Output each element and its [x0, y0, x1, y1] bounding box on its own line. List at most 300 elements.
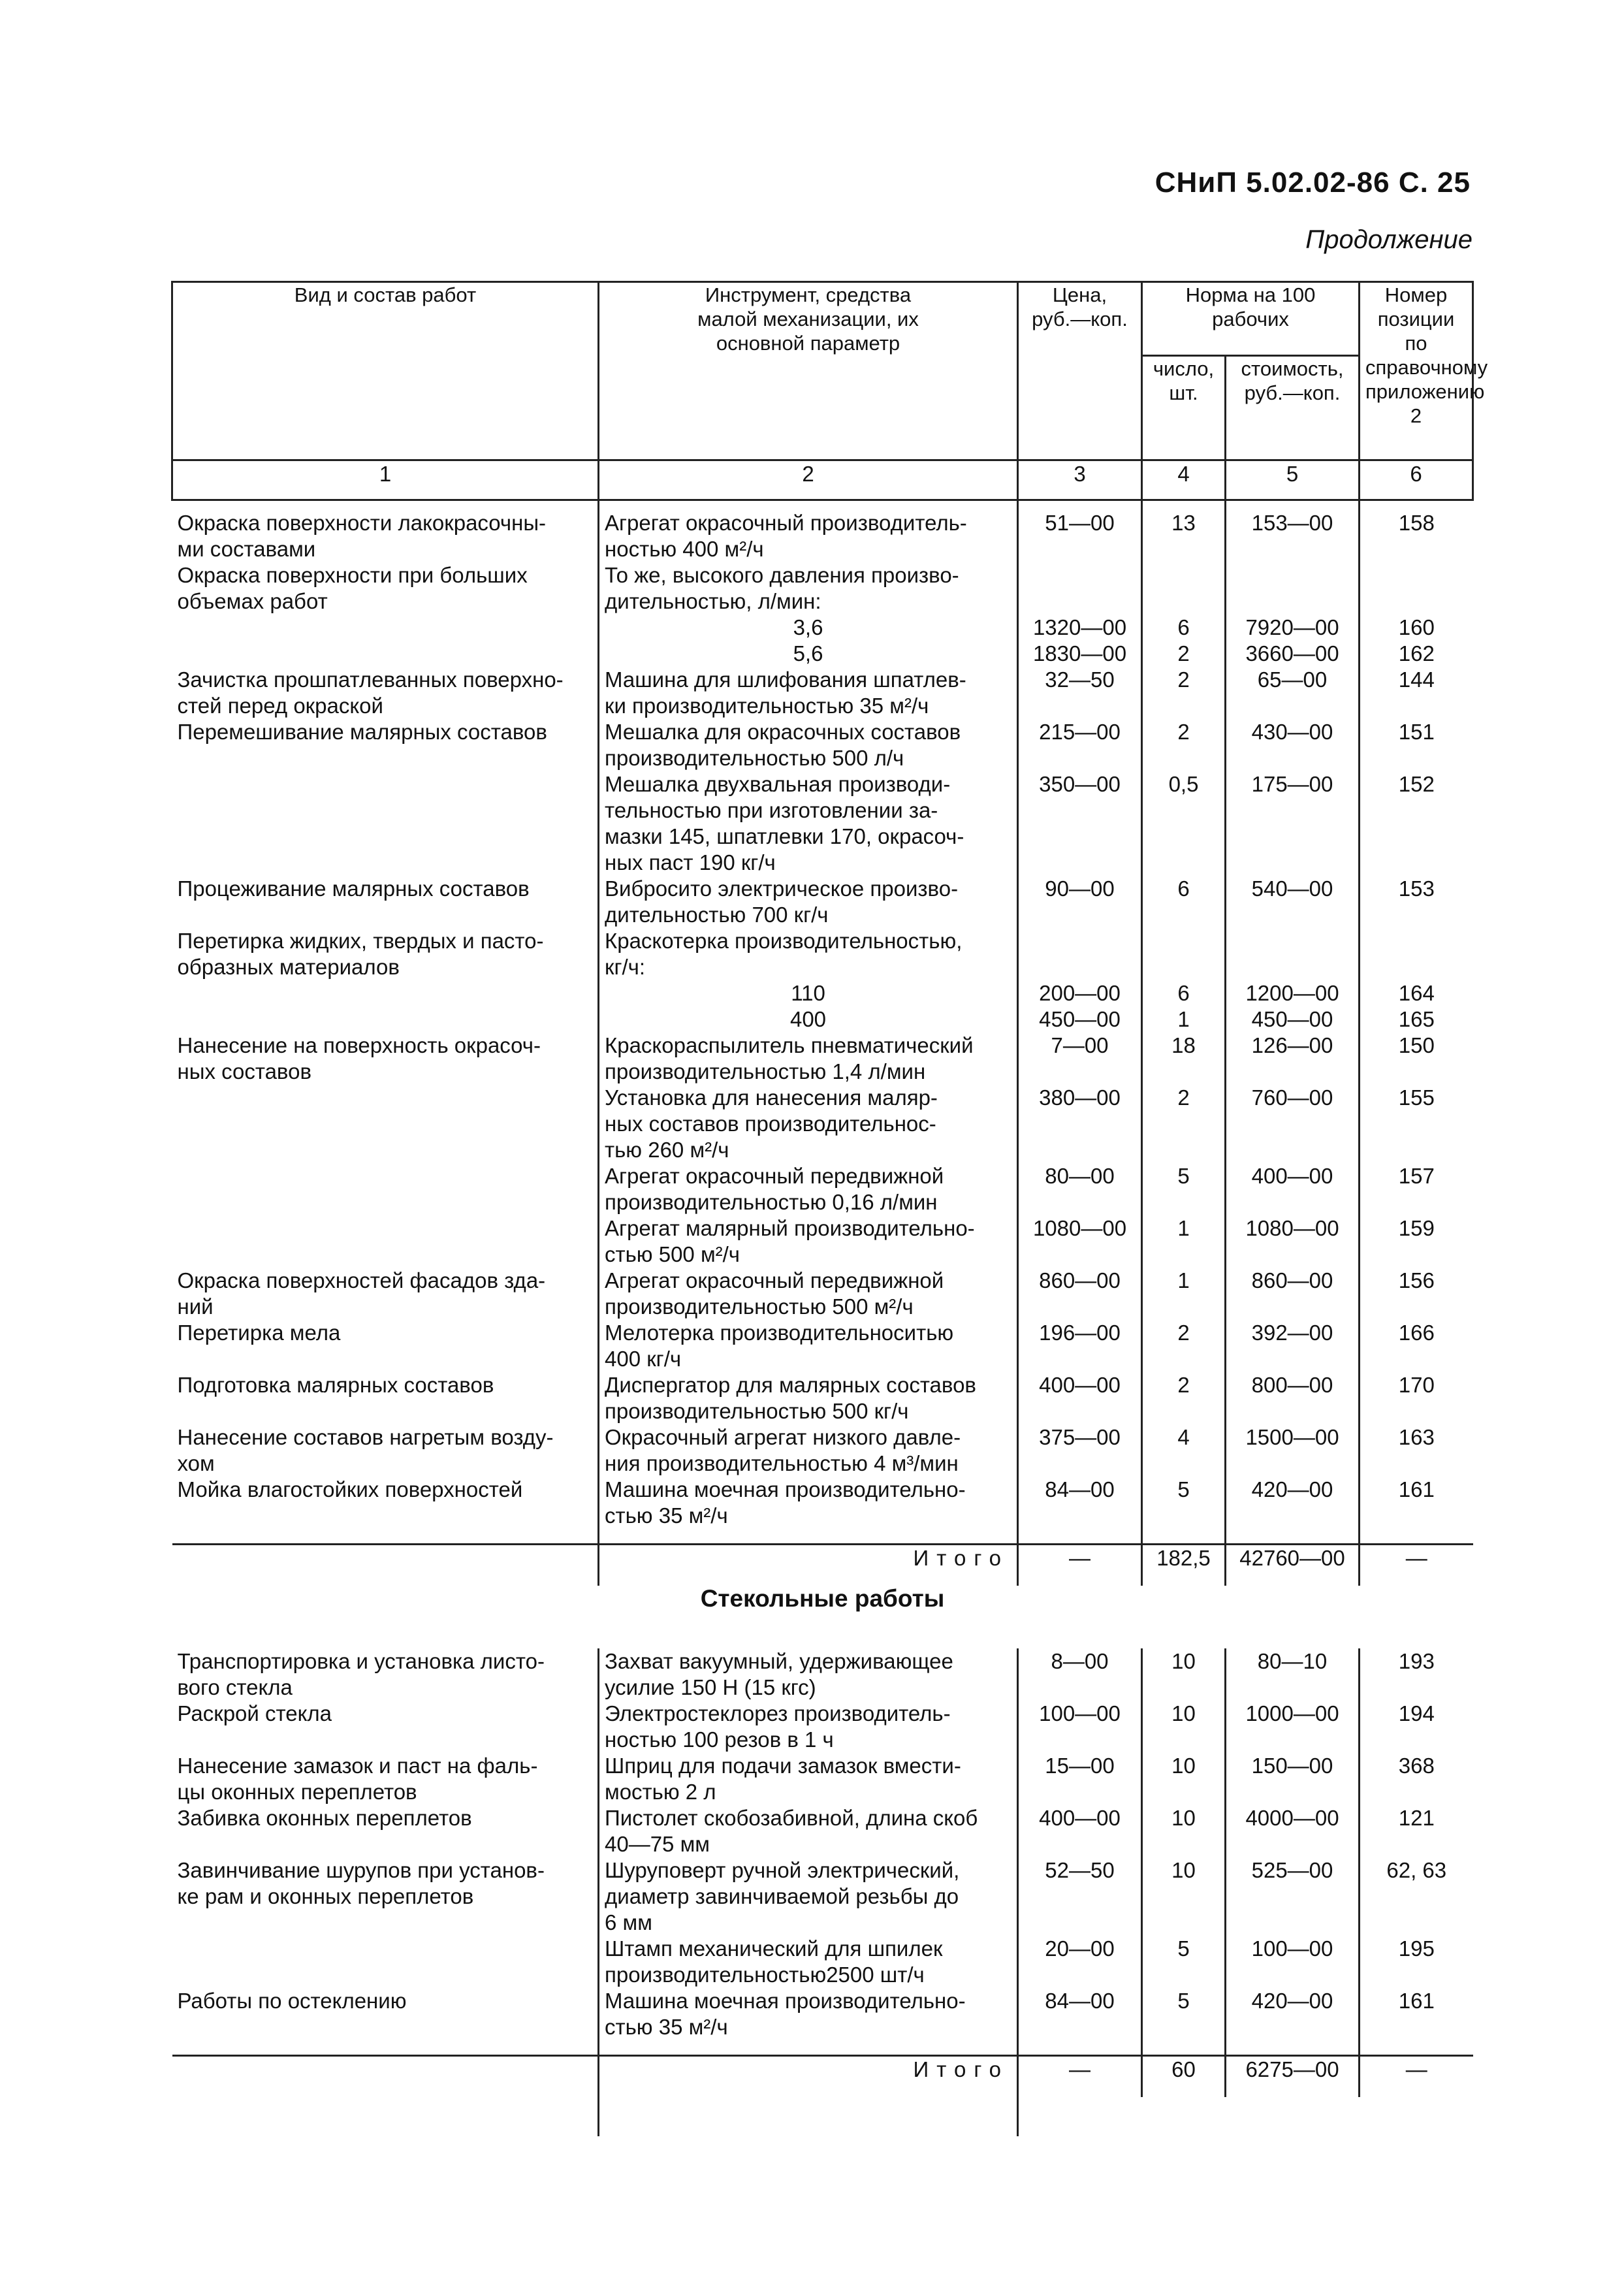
price-cell: 8—00 [1018, 1648, 1142, 1701]
table-row [172, 719, 1473, 771]
table-row [172, 1268, 1473, 1320]
work-type-cell-line: Перетирка мела [177, 1321, 341, 1345]
count-cell: 10 [1142, 1753, 1226, 1805]
gap-row [172, 2040, 1473, 2056]
tool-cell-line: Вибросито электрическое произво- [605, 876, 959, 901]
header-position-number: Номер позиции по справочному приложению 2 [1360, 282, 1473, 460]
tool-parameter-value: 3,6 [793, 615, 823, 639]
price-cell: 1080—00 [1018, 1215, 1142, 1268]
count-cell: 18 [1142, 1033, 1226, 1085]
tool-cell-line: Шприц для подачи замазок вмести- [605, 1754, 961, 1778]
tool-cell [599, 1936, 1018, 1988]
work-type-cell [172, 641, 599, 667]
work-type-cell [172, 980, 599, 1006]
count-cell: 1 [1142, 1215, 1226, 1268]
cost-cell: 540—00 [1226, 876, 1360, 928]
total-label: Итого [599, 1545, 1018, 1586]
position-cell: 170 [1398, 1373, 1435, 1397]
tool-cell-line: производительностью 500 кг/ч [605, 1399, 909, 1423]
count-cell: 6 [1142, 876, 1226, 928]
position-cell: 156 [1398, 1268, 1435, 1292]
price-cell: 380—00 [1018, 1085, 1142, 1163]
work-type-cell [172, 562, 599, 615]
count-cell: 2 [1142, 1085, 1226, 1163]
position-cell: 163 [1398, 1425, 1435, 1449]
total-position: — [1405, 2057, 1427, 2081]
total-cost: 6275—00 [1226, 2056, 1360, 2098]
tool-parameter-value: 110 [791, 981, 825, 1005]
price-cell: 350—00 [1018, 771, 1142, 876]
tool-cell [599, 1805, 1018, 1857]
total-count: 60 [1142, 2056, 1226, 2098]
price-cell: 860—00 [1018, 1268, 1142, 1320]
tool-parameter-cell [599, 1006, 1018, 1033]
price-cell: 80—00 [1018, 1163, 1142, 1215]
table-row [172, 667, 1473, 719]
position-cell [1360, 562, 1473, 615]
position-cell: 151 [1398, 720, 1435, 744]
tool-cell-line: Шуруповерт ручной электрический, [605, 1858, 960, 1882]
position-cell: 150 [1398, 1033, 1435, 1057]
count-cell [1142, 928, 1226, 980]
continuation-label: Продолжение [1305, 225, 1473, 254]
work-type-cell [172, 1988, 599, 2040]
position-cell: 368 [1398, 1754, 1435, 1778]
tool-cell-line: производительностью 1,4 л/мин [605, 1059, 926, 1083]
cost-cell: 1000—00 [1226, 1701, 1360, 1753]
table-row [172, 1805, 1473, 1857]
count-cell: 4 [1142, 1424, 1226, 1477]
tool-cell-line: ния производительностью 4 м³/мин [605, 1451, 959, 1475]
tool-cell-line: То же, высокого давления произво- [605, 563, 959, 587]
cost-cell: 400—00 [1226, 1163, 1360, 1215]
work-type-cell-line: Завинчивание шурупов при установ- [177, 1858, 545, 1882]
total-label: Итого [599, 2056, 1018, 2098]
table-row [172, 1648, 1473, 1701]
work-type-cell-line: Забивка оконных переплетов [177, 1806, 472, 1830]
header-work-type: Вид и состав работ [172, 282, 599, 460]
total-count: 182,5 [1142, 1545, 1226, 1586]
cost-cell: 4000—00 [1226, 1805, 1360, 1857]
cost-cell: 1500—00 [1226, 1424, 1360, 1477]
tool-parameter-value: 400 [789, 1007, 827, 1031]
table-row [172, 1006, 1473, 1033]
total-row-glazing [172, 2056, 1473, 2098]
table-row [172, 1988, 1473, 2040]
position-cell: 160 [1398, 615, 1435, 639]
tool-cell [599, 1372, 1018, 1424]
tool-cell [599, 1163, 1018, 1215]
tool-cell-line: Захват вакуумный, удерживающее [605, 1649, 953, 1673]
price-cell: 90—00 [1018, 876, 1142, 928]
tool-cell [599, 1648, 1018, 1701]
work-type-cell [172, 1857, 599, 1936]
position-cell: 121 [1398, 1806, 1435, 1830]
tool-cell-line: мазки 145, шпатлевки 170, окрасоч- [605, 824, 964, 848]
work-type-cell [172, 1033, 599, 1085]
header-norm-group: Норма на 100 рабочих [1142, 282, 1360, 356]
work-type-cell-line: Нанесение составов нагретым возду- [177, 1425, 554, 1449]
cost-cell [1226, 562, 1360, 615]
tool-cell [599, 667, 1018, 719]
price-cell: 196—00 [1018, 1320, 1142, 1372]
tool-cell-line: Машина для шлифования шпатлев- [605, 667, 966, 692]
cost-cell: 1200—00 [1226, 980, 1360, 1006]
tool-cell-line: 400 кг/ч [605, 1347, 682, 1371]
count-cell: 10 [1142, 1857, 1226, 1936]
count-cell: 1 [1142, 1268, 1226, 1320]
price-cell: 1320—00 [1018, 615, 1142, 641]
work-type-cell-line: Окраска поверхности лакокрасочны- [177, 511, 547, 535]
cost-cell: 1080—00 [1226, 1215, 1360, 1268]
tool-cell-line: стью 35 м²/ч [605, 1503, 728, 1528]
tool-parameter-cell [599, 615, 1018, 641]
work-type-cell [172, 510, 599, 562]
price-cell: 400—00 [1018, 1372, 1142, 1424]
table-row [172, 1320, 1473, 1372]
cost-cell: 860—00 [1226, 1268, 1360, 1320]
total-price: — [1018, 2056, 1142, 2098]
work-type-cell-line: Нанесение замазок и паст на фаль- [177, 1754, 538, 1778]
position-cell: 161 [1398, 1477, 1435, 1501]
tool-cell-line: Мелотерка производительноситью [605, 1321, 954, 1345]
tool-cell-line: усилие 150 Н (15 кгс) [605, 1675, 816, 1699]
tool-cell [599, 928, 1018, 980]
position-cell: 153 [1398, 876, 1435, 901]
count-cell: 6 [1142, 980, 1226, 1006]
table-row [172, 1215, 1473, 1268]
table-row [172, 771, 1473, 876]
work-type-cell-line: Окраска поверхности при больших [177, 563, 528, 587]
tool-cell-line: мостью 2 л [605, 1780, 716, 1804]
work-type-cell-line: Мойка влагостойких поверхностей [177, 1477, 523, 1501]
tool-cell-line: стью 500 м²/ч [605, 1242, 740, 1266]
cost-cell: 760—00 [1226, 1085, 1360, 1163]
table-row [172, 1753, 1473, 1805]
tool-cell [599, 771, 1018, 876]
tool-cell [599, 1215, 1018, 1268]
header-row [172, 282, 1473, 356]
cost-cell: 430—00 [1226, 719, 1360, 771]
tool-cell-line: Штамп механический для шпилек [605, 1936, 943, 1961]
tool-cell-line: 40—75 мм [605, 1832, 710, 1856]
tool-cell-line: Машина моечная производительно- [605, 1989, 966, 2013]
price-cell: 375—00 [1018, 1424, 1142, 1477]
position-cell: 162 [1398, 641, 1435, 665]
work-type-cell [172, 667, 599, 719]
tool-cell-line: ки производительностью 35 м²/ч [605, 694, 929, 718]
tool-cell-line: кг/ч: [605, 955, 646, 979]
total-price: — [1018, 1545, 1142, 1586]
work-type-cell-line: объемах работ [177, 589, 328, 613]
painting-works-rows [172, 510, 1473, 1529]
price-cell: 200—00 [1018, 980, 1142, 1006]
tool-cell-line: тью 260 м²/ч [605, 1138, 729, 1162]
page-header-title: СНиП 5.02.02-86 С. 25 [1154, 167, 1471, 199]
tool-cell [599, 1268, 1018, 1320]
work-type-cell-line: Перетирка жидких, твердых и пасто- [177, 929, 544, 953]
price-cell: 84—00 [1018, 1477, 1142, 1529]
work-type-cell [172, 615, 599, 641]
table-row [172, 1033, 1473, 1085]
cost-cell: 7920—00 [1226, 615, 1360, 641]
work-type-cell-line: Раскрой стекла [177, 1701, 332, 1725]
work-type-cell-line: Нанесение на поверхность окрасоч- [177, 1033, 541, 1057]
work-type-cell [172, 1805, 599, 1857]
cost-cell: 3660—00 [1226, 641, 1360, 667]
tool-cell [599, 1753, 1018, 1805]
table-row [172, 1701, 1473, 1753]
tool-cell [599, 1033, 1018, 1085]
cost-cell: 150—00 [1226, 1753, 1360, 1805]
count-cell: 2 [1142, 641, 1226, 667]
position-cell: 165 [1398, 1007, 1435, 1031]
work-type-cell [172, 1936, 599, 1988]
table-row [172, 1857, 1473, 1936]
norms-table [171, 281, 1488, 2136]
total-position: — [1405, 1546, 1427, 1570]
tool-cell [599, 562, 1018, 615]
work-type-cell [172, 1006, 599, 1033]
position-cell: 161 [1398, 1989, 1435, 2013]
tool-cell-line: диаметр завинчиваемой резьбы до [605, 1884, 959, 1908]
column-number: 4 [1142, 460, 1226, 500]
position-cell: 166 [1398, 1321, 1435, 1345]
work-type-cell-line: ми составами [177, 537, 316, 561]
position-cell: 157 [1398, 1164, 1435, 1188]
tool-cell-line: производительностью 0,16 л/мин [605, 1190, 938, 1214]
tail-row [172, 2097, 1473, 2136]
work-type-cell [172, 876, 599, 928]
tool-cell-line: 6 мм [605, 1910, 652, 1934]
tool-cell-line: ностью 100 резов в 1 ч [605, 1727, 834, 1752]
work-type-cell-line: Подготовка малярных составов [177, 1373, 494, 1397]
work-type-cell-line: образных материалов [177, 955, 400, 979]
price-cell [1018, 562, 1142, 615]
spacer-row [172, 500, 1473, 511]
count-cell: 6 [1142, 615, 1226, 641]
count-cell: 2 [1142, 719, 1226, 771]
price-cell: 215—00 [1018, 719, 1142, 771]
work-type-cell [172, 1163, 599, 1215]
header-price: Цена, руб.—коп. [1018, 282, 1142, 460]
tool-cell-line: производительностью2500 шт/ч [605, 1963, 925, 1987]
price-cell: 51—00 [1018, 510, 1142, 562]
tool-cell-line: Агрегат окрасочный производитель- [605, 511, 967, 535]
total-cost: 42760—00 [1226, 1545, 1360, 1586]
work-type-cell [172, 719, 599, 771]
table-row [172, 928, 1473, 980]
position-cell: 159 [1398, 1216, 1435, 1240]
count-cell: 13 [1142, 510, 1226, 562]
position-cell: 195 [1398, 1936, 1435, 1961]
count-cell: 2 [1142, 667, 1226, 719]
section-heading-row [172, 1586, 1473, 1648]
price-cell: 400—00 [1018, 1805, 1142, 1857]
table-row [172, 1477, 1473, 1529]
count-cell: 5 [1142, 1477, 1226, 1529]
table-row [172, 615, 1473, 641]
position-cell: 193 [1398, 1649, 1435, 1673]
tool-cell-line: Пистолет скобозабивной, длина скоб [605, 1806, 978, 1830]
tool-cell-line: тельностью при изготовлении за- [605, 798, 938, 822]
table-row [172, 876, 1473, 928]
work-type-cell-line: Транспортировка и установка листо- [177, 1649, 545, 1673]
column-number: 6 [1360, 460, 1473, 500]
tool-cell-line: Установка для нанесения маляр- [605, 1085, 938, 1110]
work-type-cell-line: ке рам и оконных переплетов [177, 1884, 474, 1908]
cost-cell: 100—00 [1226, 1936, 1360, 1988]
work-type-cell [172, 1372, 599, 1424]
position-cell [1360, 928, 1473, 980]
tool-cell-line: Мешалка двухвальная производи- [605, 772, 951, 796]
tool-cell-line: ностью 400 м²/ч [605, 537, 764, 561]
tool-cell [599, 510, 1018, 562]
work-type-cell [172, 1648, 599, 1701]
tool-cell-line: Мешалка для окрасочных составов [605, 720, 961, 744]
total-row-painting [172, 1545, 1473, 1586]
tool-cell [599, 719, 1018, 771]
tool-cell-line: ных паст 190 кг/ч [605, 850, 776, 874]
cost-cell: 175—00 [1226, 771, 1360, 876]
count-cell: 10 [1142, 1701, 1226, 1753]
price-cell: 1830—00 [1018, 641, 1142, 667]
table-row [172, 562, 1473, 615]
price-cell: 52—50 [1018, 1857, 1142, 1936]
count-cell: 10 [1142, 1805, 1226, 1857]
position-cell: 194 [1398, 1701, 1435, 1725]
tool-cell-line: Диспергатор для малярных составов [605, 1373, 976, 1397]
tool-cell-line: дительностью, л/мин: [605, 589, 821, 613]
work-type-cell [172, 1701, 599, 1753]
position-cell: 158 [1398, 511, 1435, 535]
position-cell: 144 [1398, 667, 1435, 692]
work-type-cell-line: ний [177, 1294, 214, 1319]
table-row [172, 1424, 1473, 1477]
column-number: 2 [599, 460, 1018, 500]
tool-cell-line: Краскотерка производительностью, [605, 929, 963, 953]
table-row [172, 510, 1473, 562]
cost-cell: 450—00 [1226, 1006, 1360, 1033]
header-cost: стоимость, руб.—коп. [1226, 356, 1360, 460]
table-row [172, 980, 1473, 1006]
position-cell: 152 [1398, 772, 1435, 796]
count-cell: 2 [1142, 1372, 1226, 1424]
header-tools: Инструмент, средства малой механизации, их основной параметр [599, 282, 1018, 460]
work-type-cell-line: Перемешивание малярных составов [177, 720, 547, 744]
cost-cell [1226, 928, 1360, 980]
work-type-cell [172, 1268, 599, 1320]
tool-cell-line: Окрасочный агрегат низкого давле- [605, 1425, 961, 1449]
cost-cell: 420—00 [1226, 1477, 1360, 1529]
tool-parameter-cell [599, 980, 1018, 1006]
table-row [172, 641, 1473, 667]
count-cell: 5 [1142, 1163, 1226, 1215]
tool-cell-line: Агрегат малярный производительно- [605, 1216, 975, 1240]
price-cell: 7—00 [1018, 1033, 1142, 1085]
tool-cell-line: производительностью 500 м²/ч [605, 1294, 914, 1319]
position-cell: 164 [1398, 981, 1435, 1005]
price-cell: 84—00 [1018, 1988, 1142, 2040]
work-type-cell [172, 1320, 599, 1372]
price-cell [1018, 928, 1142, 980]
gap-row [172, 1529, 1473, 1545]
tool-cell-line: Агрегат окрасочный передвижной [605, 1164, 944, 1188]
position-cell: 155 [1398, 1085, 1435, 1110]
count-cell: 5 [1142, 1936, 1226, 1988]
tool-cell-line: Краскораспылитель пневматический [605, 1033, 974, 1057]
price-cell: 20—00 [1018, 1936, 1142, 1988]
table-row [172, 1936, 1473, 1988]
column-number: 3 [1018, 460, 1142, 500]
work-type-cell-line: ных составов [177, 1059, 311, 1083]
tool-cell [599, 1988, 1018, 2040]
tool-cell [599, 1857, 1018, 1936]
tool-cell-line: ных составов производительнос- [605, 1112, 936, 1136]
tool-cell [599, 876, 1018, 928]
section-title: Стекольные работы [700, 1585, 945, 1612]
work-type-cell [172, 1477, 599, 1529]
price-cell: 32—50 [1018, 667, 1142, 719]
count-cell: 1 [1142, 1006, 1226, 1033]
tool-cell-line: Машина моечная производительно- [605, 1477, 966, 1501]
work-type-cell [172, 1424, 599, 1477]
tool-cell-line: Электростеклорез производитель- [605, 1701, 951, 1725]
work-type-cell-line: Работы по остеклению [177, 1989, 407, 2013]
tool-cell-line: производительностью 500 л/ч [605, 746, 904, 770]
work-type-cell-line: Процеживание малярных составов [177, 876, 530, 901]
tool-cell [599, 1477, 1018, 1529]
tool-parameter-cell [599, 641, 1018, 667]
count-cell: 0,5 [1142, 771, 1226, 876]
work-type-cell-line: стей перед окраской [177, 694, 383, 718]
work-type-cell-line: цы оконных переплетов [177, 1780, 417, 1804]
work-type-cell [172, 928, 599, 980]
count-cell: 5 [1142, 1988, 1226, 2040]
cost-cell: 800—00 [1226, 1372, 1360, 1424]
table-row [172, 1372, 1473, 1424]
tool-cell-line: дительностью 700 кг/ч [605, 903, 829, 927]
work-type-cell-line: вого стекла [177, 1675, 293, 1699]
work-type-cell [172, 1085, 599, 1163]
table-row [172, 1085, 1473, 1163]
work-type-cell-line: Окраска поверхностей фасадов зда- [177, 1268, 546, 1292]
tool-cell-line: Агрегат окрасочный передвижной [605, 1268, 944, 1292]
table-row [172, 1163, 1473, 1215]
work-type-cell [172, 1753, 599, 1805]
price-cell: 100—00 [1018, 1701, 1142, 1753]
column-number: 5 [1226, 460, 1360, 500]
tool-cell [599, 1320, 1018, 1372]
cost-cell: 420—00 [1226, 1988, 1360, 2040]
tool-cell [599, 1085, 1018, 1163]
tool-parameter-value: 5,6 [793, 641, 823, 665]
work-type-cell [172, 771, 599, 876]
tool-cell [599, 1424, 1018, 1477]
header-count: число, шт. [1142, 356, 1226, 460]
work-type-cell-line: Зачистка прошпатлеванных поверхно- [177, 667, 564, 692]
work-type-cell [172, 1215, 599, 1268]
column-numbers-row [172, 460, 1473, 500]
position-cell: 62, 63 [1386, 1858, 1447, 1882]
count-cell [1142, 562, 1226, 615]
glazing-works-rows [172, 1648, 1473, 2040]
cost-cell: 80—10 [1226, 1648, 1360, 1701]
price-cell: 15—00 [1018, 1753, 1142, 1805]
tool-cell-line: стью 35 м²/ч [605, 2015, 728, 2039]
cost-cell: 65—00 [1226, 667, 1360, 719]
cost-cell: 153—00 [1226, 510, 1360, 562]
